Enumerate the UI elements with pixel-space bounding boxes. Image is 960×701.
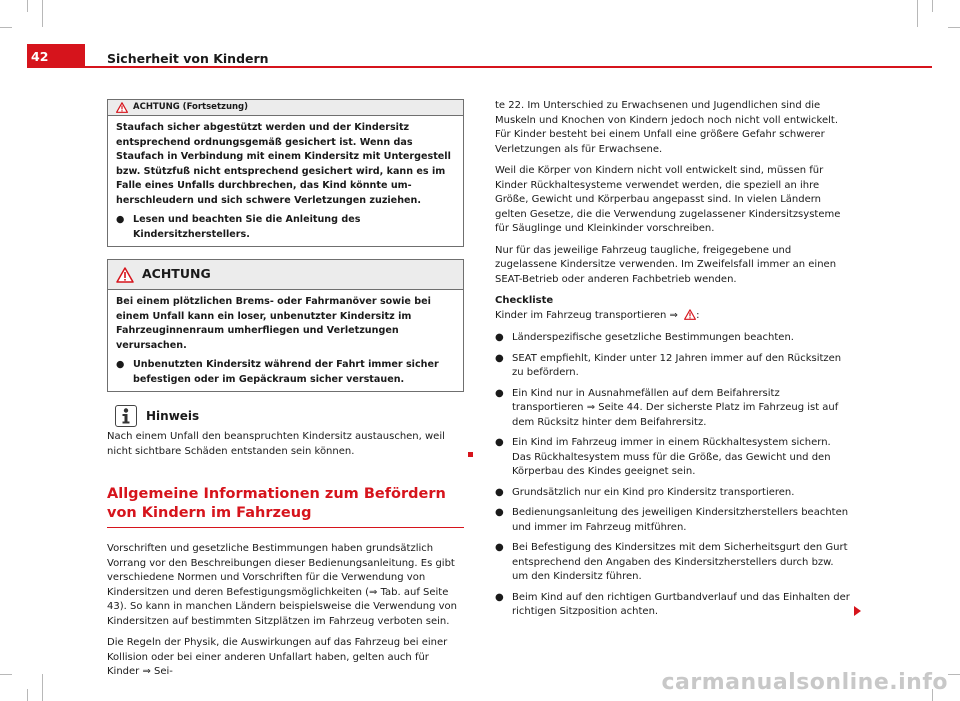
bullet-dot: ● [495,352,504,364]
page-number-tab [27,44,85,68]
warning-triangle-icon [116,102,128,113]
section-heading: Allgemeine Informationen zum Befördern von Kindern im Fahrzeug [107,485,464,528]
crop-mark [42,0,43,27]
bullet-dot: ● [495,591,504,603]
warning-continued-bullet-text: Lesen und beachten Sie die Anleitung des Kindersitzherstellers. [133,214,361,240]
warning-header [108,260,463,290]
right-column [495,99,852,626]
warning-bullet-text: Unbenutzten Kindersitz während der Fahrt immer sicher befestigen oder im Gepäckraum sicher verstauen. [133,359,439,385]
bullet-dot: ● [495,486,504,498]
crop-mark [42,674,43,701]
section-end-marker [468,452,473,457]
checklist-item-text: Grundsätzlich nur ein Kind pro Kindersitz transportieren. [512,486,795,498]
crop-mark [917,0,918,27]
warning-continued-box [107,99,464,247]
bullet-dot: ● [495,507,504,518]
checklist-intro [495,309,852,324]
bullet-dot: ● [495,542,504,553]
checklist-label: Checkliste [495,295,554,306]
bullet-dot: ● [495,332,504,343]
checklist-item [495,436,852,480]
warning-continued-text: Staufach sicher abgestützt werden und der Kindersitz entsprechend ordnungsgemäß gesichert ist. Wenn das Staufach in Verbindung mit einem Kindersitz mit Untergestell bzw. Stützfuß nicht entsprechend gesichert wird, kann es im Falle eines Unfalls durchbrechen, das Kind könnte umherschleudern und sich schwere Verletzungen zuziehen. [116,122,451,206]
checklist-item-text: SEAT empfiehlt, Kinder unter 12 Jahren immer auf den Rücksitzen zu befördern. [512,352,842,378]
warning-box [107,259,464,392]
watermark: carmanualsonline.info [661,670,948,695]
checklist-item [495,541,852,585]
section-paragraph: Vorschriften und gesetzliche Bestimmungen haben grundsätzlich Vorrang vor den Beschreibungen dieser Bedienungsanleitung. Es gibt verschiedene Normen und Vorschriften für die Verwendung von Kindersitzen und deren Befestigungsmöglichkeiten (⇒ Tab. auf Seite 43). So kann in manchen Ländern beispielsweise die Verwendung von Kindersitzen auf bestimmten Sitzplätzen im Fahrzeug verboten sein. [107,543,458,627]
warning-continued-bullet [116,213,455,242]
note-text: Nach einem Unfall den beanspruchten Kindersitz austauschen, weil nicht sichtbare Schäden entstanden sein können. [107,431,445,457]
crop-mark [0,27,12,28]
checklist-item-text: Ein Kind im Fahrzeug immer in einem Rückhaltesystem sichern. Das Rückhaltesystem muss für die Größe, das Gewicht und den Körperbau des Kindes geeignet sein. [512,437,831,477]
left-column [107,99,464,687]
page-number: 42 [31,49,49,64]
warning-text: Bei einem plötzlichen Brems- oder Fahrmanöver sowie bei einem Unfall kann ein loser, unbenutzter Kindersitz im Fahrzeuginnenraum umherfliegen und Verletzungen verursachen. [116,296,431,351]
warning-bullet [116,358,455,387]
body-paragraph: te 22. Im Unterschied zu Erwachsenen und Jugendlichen sind die Muskeln und Knochen von Kindern jedoch noch nicht voll entwickelt. Für Kinder besteht bei einem Unfall eine größere Gefahr schwerer Verletzungen als für Erwachsene. [495,100,838,155]
checklist-item [495,506,852,535]
checklist-intro-suffix: : [696,309,700,321]
checklist-item-text: Bei Befestigung des Kindersitzes mit dem Sicherheitsgurt den Gurt entsprechend den Angaben des Kindersitzherstellers durch bzw. um den Kindersitz führen. [512,542,848,582]
warning-triangle-icon [116,267,134,283]
crop-mark [948,674,960,675]
bullet-dot: ● [116,359,125,370]
crop-mark [932,0,933,12]
checklist-item-text: Länderspezifische gesetzliche Bestimmungen beachten. [512,332,794,343]
bullet-dot: ● [495,437,504,448]
crop-mark [948,27,960,28]
note-block [107,405,464,459]
warning-continued-header [108,100,463,116]
crop-mark [27,689,28,701]
warning-title: ACHTUNG [142,266,211,282]
bullet-dot: ● [495,387,504,399]
crop-mark [0,674,12,675]
warning-triangle-icon[interactable] [684,309,696,320]
crop-mark [27,0,28,12]
body-paragraph: Nur für das jeweilige Fahrzeug taugliche, freigegebene und zugelassene Kindersitze verwenden. Im Zweifelsfall immer an einen SEAT-Betrieb oder anderen Fachbetrieb wenden. [495,244,837,285]
bullet-dot: ● [116,214,125,225]
checklist-item [495,331,852,346]
checklist-item [495,486,852,501]
page-title: Sicherheit von Kindern [107,51,269,66]
checklist-item [495,352,852,381]
checklist-item-text: Bedienungsanleitung des jeweiligen Kindersitzherstellers beachten und immer im Fahrzeug mitführen. [512,507,849,533]
continue-arrow-icon [854,606,861,616]
checklist-item-text: Beim Kind auf den richtigen Gurtbandverlauf und das Einhalten der richtigen Sitzposition achten. [512,591,850,617]
checklist-item-text: Ein Kind nur in Ausnahmefällen auf dem Beifahrersitz transportieren ⇒ Seite 44. Der sicherste Platz im Fahrzeug ist auf dem Rücksitz hinter dem Beifahrersitz. [512,387,839,428]
warning-continued-title: ACHTUNG (Fortsetzung) [133,102,249,113]
info-icon [115,405,137,427]
body-paragraph: Weil die Körper von Kindern nicht voll entwickelt sind, müssen für Kinder Rückhaltesysteme verwendet werden, die speziell an ihre Größe, Gewicht und Körperbau angepasst sind. In vielen Ländern gelten Gesetze, die die Verwendung zugelassener Kindersitzsysteme für Säuglinge und Kleinkinder vorschreiben. [495,165,841,234]
checklist-intro-text: Kinder im Fahrzeug transportieren ⇒ [495,309,678,321]
note-title: Hinweis [146,408,200,423]
checklist-item [495,591,852,620]
section-paragraph: Die Regeln der Physik, die Auswirkungen auf das Fahrzeug bei einer Kollision oder bei einer anderen Unfallart haben, gelten auch für Kinder ⇒ Sei- [107,637,448,677]
header-rule [85,66,932,68]
checklist-item [495,387,852,431]
